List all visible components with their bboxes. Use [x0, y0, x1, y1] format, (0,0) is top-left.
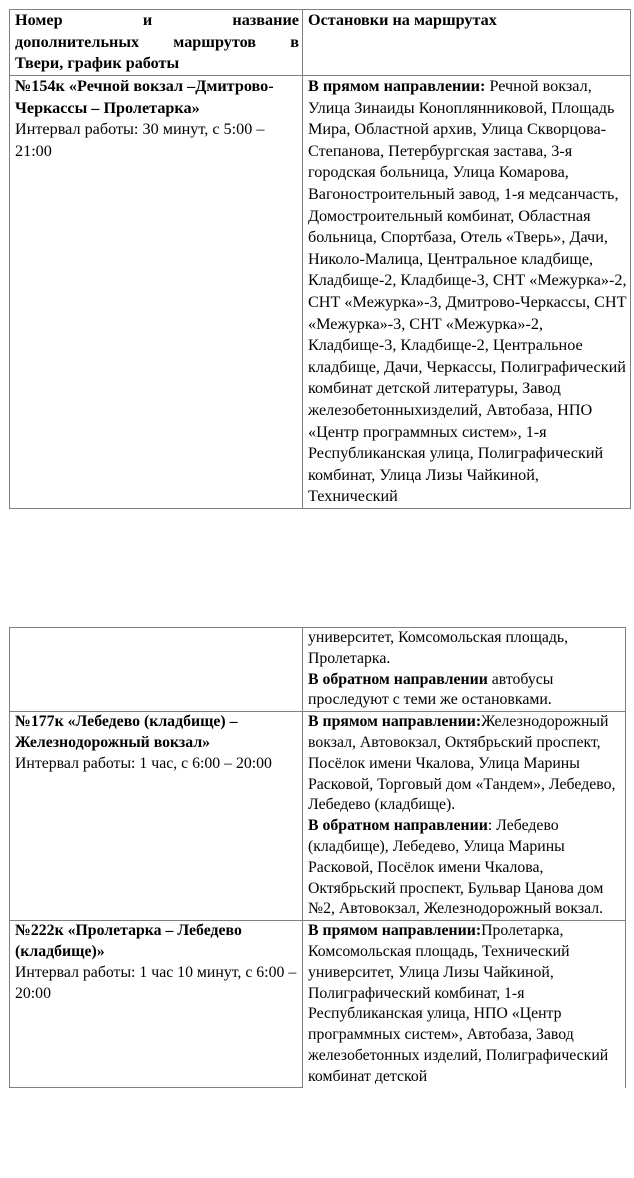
reverse-direction-label: В обратном направлении — [308, 670, 488, 688]
route-stops-cell — [303, 712, 626, 921]
route-interval: Интервал работы: 1 час 10 минут, с 6:00 – 20:00 — [15, 963, 297, 1002]
table-row — [10, 76, 631, 509]
forward-direction-label: В прямом направлении: — [308, 77, 486, 95]
reverse-direction-text: автобусы проследуют с теми же остановками. — [308, 670, 554, 709]
route-info-cell — [10, 921, 303, 1088]
forward-direction-label: В прямом направлении: — [308, 713, 482, 731]
route-stops-cell — [303, 628, 626, 712]
reverse-direction-text: : Лебедево (кладбище), Лебедево, Улица Марины Расковой, Посёлок имени Чкалова, Октябрьский проспект, Бульвар Цанова дом №2, Автовокзал, Железнодорожный вокзал. — [308, 817, 604, 918]
forward-stops-continued: университет, Комсомольская площадь, Пролетарка. — [308, 629, 569, 667]
route-interval: Интервал работы: 30 минут, с 5:00 – 21:00 — [15, 120, 265, 160]
forward-direction-label: В прямом направлении: — [308, 922, 482, 940]
routes-table-continued — [9, 627, 626, 1088]
header-col2: Остановки на маршрутах — [308, 11, 497, 29]
forward-stops: Железнодорожный вокзал, Автовокзал, Октябрьский проспект, Посёлок имени Чкалова, Улица Марины Расковой, Торговый дом «Тандем», Лебедево, Лебедево (кладбище). — [308, 713, 616, 814]
table-fragment-1 — [9, 9, 631, 620]
route-info-cell — [10, 712, 303, 921]
routes-table — [9, 9, 631, 509]
header-col1-line1: Номер и название — [15, 11, 299, 29]
reverse-direction-label: В обратном направлении — [308, 817, 488, 835]
route-interval: Интервал работы: 1 час, с 6:00 – 20:00 — [15, 754, 272, 772]
route-info-cell — [10, 628, 303, 712]
route-title: №154к «Речной вокзал –Дмитрово-Черкассы – Пролетарка» — [15, 77, 274, 117]
route-title: №177к «Лебедево (кладбище) – Железнодорожный вокзал» — [15, 713, 238, 751]
route-stops-cell — [303, 76, 631, 509]
route-title: №222к «Пролетарка – Лебедево (кладбище)» — [15, 922, 242, 960]
route-info-cell — [10, 76, 303, 509]
table-fragment-2 — [9, 627, 626, 1178]
table-header-row — [10, 10, 631, 76]
header-cell-routes — [10, 10, 303, 76]
route-stops-cell — [303, 921, 626, 1088]
header-cell-stops — [303, 10, 631, 76]
table-row — [10, 712, 626, 921]
table-row — [10, 921, 626, 1088]
table-row — [10, 628, 626, 712]
forward-stops: Пролетарка, Комсомольская площадь, Технический университет, Улица Лизы Чайкиной, Полиграфический комбинат, 1-я Республиканская улица, НПО «Центр программных систем», Автобаза, Завод железобетонных изделий, Полиграфический комбинат детской — [308, 922, 609, 1085]
header-col1-line3: Твери, график работы — [15, 54, 180, 73]
header-col1-line2: дополнительных маршрутов в — [15, 32, 299, 51]
forward-stops: Речной вокзал, Улица Зинаиды Коноплянниковой, Площадь Мира, Областной архив, Улица Скворцова-Степанова, Петербургская застава, 3-я городская больница, Улица Комарова, Вагоностроительный завод, 1-я медсанчасть, Домостроительный комбинат, Областная больница, Спортбаза, Отель «Тверь», Дачи, Николо-Малица, Центральное кладбище, Кладбище-2, Кладбище-3, СНТ «Межурка»-2, СНТ «Межурка»-3, Дмитрово-Черкассы, СНТ «Межурка»-3, СНТ «Межурка»-2, Кладбище-3, Кладбище-2, Центральное кладбище, Дачи, Черкассы, Полиграфический комбинат детской литературы, Завод железобетонныхизделий, Автобаза, НПО «Центр программных систем», 1-я Республиканская улица, Полиграфический комбинат, Улица Лизы Чайкиной, Технический — [308, 77, 627, 506]
